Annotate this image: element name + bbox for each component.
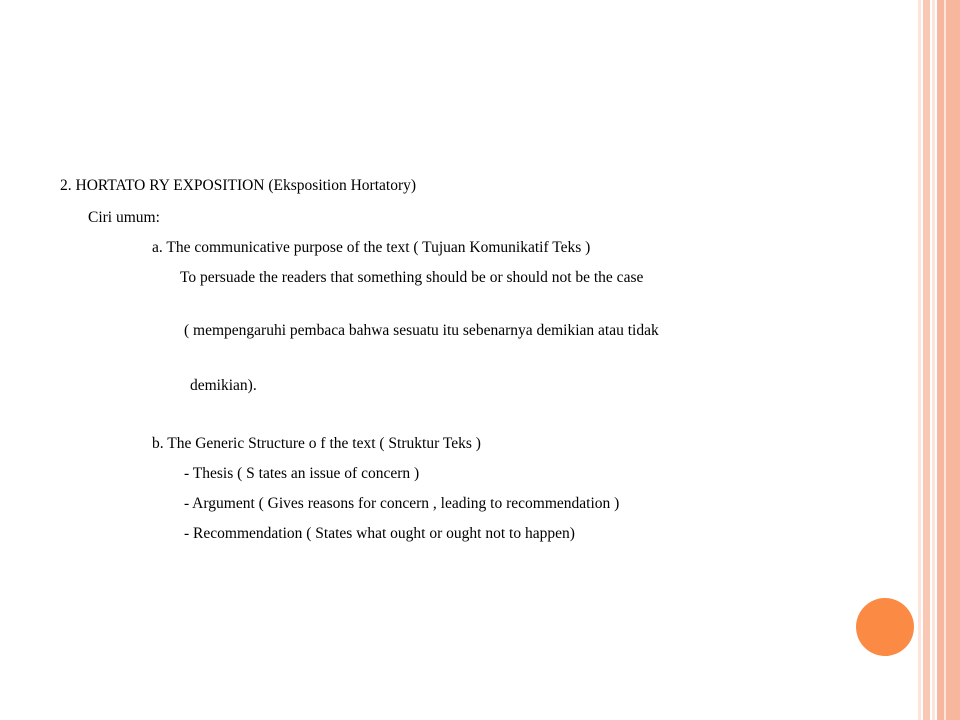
slide-subheading: Ciri umum: xyxy=(88,209,160,226)
structure-item-thesis: - Thesis ( S tates an issue of concern ) xyxy=(184,465,420,482)
frame-stripe-4 xyxy=(937,0,960,720)
slide-heading: 2. HORTATO RY EXPOSITION (Eksposition Hortatory) xyxy=(60,177,417,194)
point-a-heading: a. The communicative purpose of the text ( Tujuan Komunikatif Teks ) xyxy=(152,239,591,256)
decorative-orange-dot xyxy=(856,598,914,656)
structure-item-argument: - Argument ( Gives reasons for concern , leading to recommendation ) xyxy=(184,495,620,512)
point-b-heading: b. The Generic Structure o f the text ( Struktur Teks ) xyxy=(152,435,481,452)
purpose-indonesian-end: demikian). xyxy=(190,377,257,394)
purpose-english xyxy=(60,269,820,287)
frame-stripe-3 xyxy=(932,0,935,720)
purpose-indonesian xyxy=(60,322,820,340)
frame-stripe-2 xyxy=(923,0,930,720)
frame-stripe-1 xyxy=(918,0,921,720)
structure-item-recommendation: - Recommendation ( States what ought or ought not to happen) xyxy=(184,525,575,542)
purpose-indonesian-text: ( mempengaruhi pembaca bahwa sesuatu itu sebenarnya demikian atau tidak xyxy=(184,322,659,339)
purpose-english-text: To persuade the readers that something should be or should not be the case xyxy=(180,269,644,286)
frame-stripe-5 xyxy=(944,0,946,720)
